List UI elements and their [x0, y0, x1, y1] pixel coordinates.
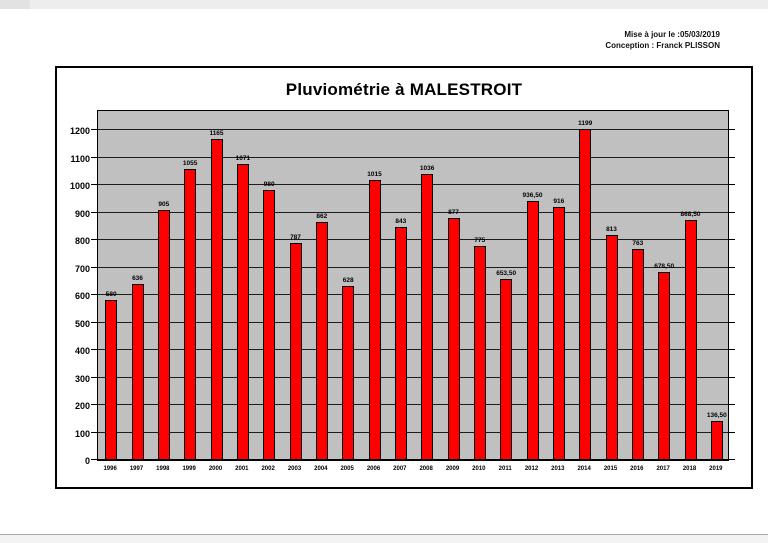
year-label: 1996: [103, 466, 117, 472]
y-axis-tick: [91, 459, 97, 460]
y-axis-tick: [91, 184, 97, 185]
y-axis-tick: [729, 184, 735, 185]
page-bottom-strip: [0, 534, 768, 543]
bar-value-label: 580: [105, 290, 117, 298]
year-label: 2007: [393, 466, 407, 472]
bar-value-label: 678,50: [654, 263, 675, 271]
bar-value-label: 868,50: [680, 211, 701, 219]
y-axis-tick: [91, 239, 97, 240]
header-credits: [605, 29, 720, 51]
year-label: 2008: [419, 466, 433, 472]
bar-value-label: 980: [263, 180, 275, 188]
year-label: 2019: [709, 466, 723, 472]
bar-value-label: 1055: [182, 159, 198, 167]
y-axis-tick: [729, 294, 735, 295]
bar: [579, 129, 591, 459]
y-axis-tick: [91, 322, 97, 323]
bar-value-label: 1165: [209, 129, 224, 137]
gridline: [98, 129, 728, 130]
bar: [184, 169, 196, 459]
bar: [316, 222, 328, 459]
year-label: 2005: [340, 466, 354, 472]
bar-value-label: 1071: [235, 155, 251, 163]
y-axis-tick: [91, 129, 97, 130]
bar-value-label: 1199: [578, 120, 593, 128]
y-axis-tick-label: 1200: [69, 126, 90, 136]
y-axis-tick-label: 600: [74, 291, 90, 301]
year-label: 2006: [366, 466, 381, 472]
year-label: 1999: [182, 466, 196, 472]
year-label: 2004: [314, 466, 328, 472]
gridline: [98, 157, 728, 158]
bar-value-label: 916: [553, 198, 565, 206]
year-label: 2011: [498, 466, 512, 472]
y-axis-tick-label: 500: [74, 318, 90, 329]
year-label: 2012: [524, 466, 539, 472]
y-axis-tick: [729, 129, 735, 130]
y-axis-tick: [729, 404, 735, 405]
bar: [132, 284, 144, 459]
bar: [395, 227, 407, 459]
y-axis-tick-label: 400: [74, 346, 90, 356]
bar: [500, 279, 512, 459]
year-label: 2013: [551, 466, 565, 472]
y-axis-tick-label: 300: [74, 373, 90, 384]
y-axis-tick: [91, 404, 97, 405]
y-axis-tick: [91, 157, 97, 158]
bar-value-label: 1036: [419, 165, 435, 173]
y-axis-tick: [729, 212, 735, 213]
page-corner-decoration: [0, 0, 30, 9]
y-axis-tick: [729, 349, 735, 350]
year-label: 1998: [156, 466, 170, 472]
y-axis-tick: [729, 239, 735, 240]
plot-area: [97, 110, 729, 461]
chart-title: Pluviométrie à MALESTROIT: [285, 80, 523, 99]
y-axis-tick: [729, 432, 735, 433]
y-axis-tick-label: 800: [74, 236, 90, 246]
bar: [237, 164, 249, 459]
bar-value-label: 763: [632, 240, 644, 248]
bar: [606, 235, 618, 459]
bar: [263, 190, 275, 460]
bar-value-label: 936,50: [522, 192, 543, 200]
bar: [342, 286, 354, 459]
bar: [474, 246, 486, 459]
bar: [158, 210, 170, 459]
y-axis-tick: [729, 377, 735, 378]
year-label: 2015: [603, 466, 618, 472]
bar-value-label: 136,50: [706, 412, 727, 420]
year-label: 1997: [129, 466, 144, 472]
y-axis-tick: [91, 349, 97, 350]
bar-value-label: 877: [448, 208, 459, 216]
year-label: 2018: [682, 466, 697, 472]
year-label: 2014: [577, 466, 591, 472]
credit-text: Conception : Franck PLISSON: [605, 41, 720, 50]
year-label: 2009: [445, 466, 460, 472]
y-axis-tick-label: 0: [84, 456, 90, 466]
bar-value-label: 775: [474, 236, 486, 244]
bar: [448, 218, 460, 459]
bar: [290, 243, 302, 459]
bar-value-label: 813: [606, 226, 617, 234]
bar-value-label: 905: [158, 201, 170, 209]
y-axis-tick-label: 200: [74, 401, 90, 411]
bar: [211, 139, 223, 459]
bar: [632, 249, 644, 459]
bar: [527, 201, 539, 459]
bar: [711, 421, 723, 459]
bar: [421, 174, 433, 459]
y-axis-tick: [729, 267, 735, 268]
bar-value-label: 787: [290, 233, 301, 241]
bar: [685, 220, 697, 459]
bar-value-label: 628: [342, 277, 354, 285]
year-label: 2010: [472, 466, 486, 472]
update-date-text: Mise à jour le :05/03/2019: [624, 30, 720, 39]
bar: [658, 272, 670, 459]
bar-value-label: 653,50: [496, 270, 517, 278]
y-axis-tick-label: 900: [74, 208, 90, 219]
y-axis-tick-label: 100: [74, 428, 90, 439]
year-label: 2017: [656, 466, 670, 472]
y-axis-tick: [91, 377, 97, 378]
year-label: 2000: [208, 466, 223, 472]
y-axis-labels: [57, 110, 90, 466]
y-axis-tick-label: 1100: [70, 153, 90, 164]
y-axis-tick: [91, 267, 97, 268]
bar-value-label: 1015: [367, 170, 382, 178]
bar-value-label: 636: [132, 275, 143, 283]
y-axis-tick: [729, 157, 735, 158]
bar: [553, 207, 565, 459]
bar-value-label: 862: [316, 212, 328, 220]
year-label: 2002: [261, 466, 275, 472]
year-label: 2003: [287, 466, 302, 472]
bar-value-label: 843: [395, 218, 407, 226]
y-axis-tick: [91, 212, 97, 213]
y-axis-tick: [729, 459, 735, 460]
y-axis-tick-label: 1000: [69, 181, 90, 191]
page-top-strip: [0, 0, 768, 9]
y-axis-tick: [729, 322, 735, 323]
chart-frame: [55, 66, 753, 489]
x-axis-labels: [97, 464, 729, 476]
year-label: 2001: [235, 466, 249, 472]
year-label: 2016: [630, 466, 644, 472]
y-axis-tick-label: 700: [74, 263, 90, 274]
y-axis-tick: [91, 432, 97, 433]
bar: [105, 300, 117, 460]
